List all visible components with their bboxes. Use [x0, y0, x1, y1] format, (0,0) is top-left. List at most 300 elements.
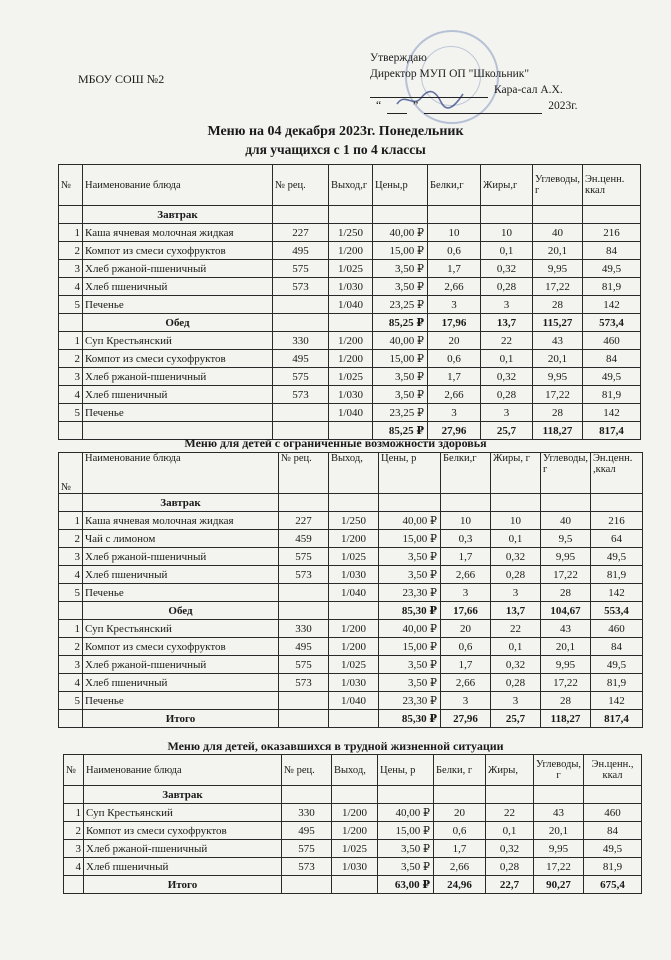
table-header: [64, 755, 642, 786]
fat: 0,1: [491, 638, 541, 656]
menu-table-hardship: [63, 754, 642, 894]
portion: 1/200: [329, 350, 373, 368]
section2-title: Меню для детей с ограниченные возможности здоровья: [184, 436, 487, 450]
carbs: 9,95: [541, 548, 591, 566]
total-row: [64, 876, 642, 894]
menu-table-grades-1-4: [58, 164, 641, 440]
col-prot: Белки,г: [428, 165, 481, 206]
dish-name: Хлеб пшеничный: [83, 566, 279, 584]
fat: 0,1: [481, 350, 533, 368]
col-carb: Углеводы, г: [534, 755, 584, 786]
col-out: Выход,: [332, 755, 378, 786]
total-price: 85,30 ₽: [379, 710, 441, 728]
portion: 1/030: [329, 278, 373, 296]
lunch-energy-total: 553,4: [591, 602, 643, 620]
portion: 1/250: [329, 224, 373, 242]
fat: 3: [481, 404, 533, 422]
portion: 1/030: [329, 674, 379, 692]
section-row: [59, 494, 643, 512]
protein: 3: [428, 404, 481, 422]
fat: 22: [486, 804, 534, 822]
lunch-prot-total: 17,96: [428, 314, 481, 332]
dish-name: Компот из смеси сухофруктов: [83, 350, 273, 368]
dish-name: Каша ячневая молочная жидкая: [83, 512, 279, 530]
price: 40,00 ₽: [373, 332, 428, 350]
total-prot: 24,96: [434, 876, 486, 894]
price: 23,30 ₽: [379, 692, 441, 710]
col-no: №: [59, 165, 83, 206]
table-row: [59, 584, 643, 602]
carbs: 9,95: [533, 368, 583, 386]
dish-name: Хлеб ржаной-пшеничный: [83, 548, 279, 566]
portion: 1/200: [329, 530, 379, 548]
portion: 1/025: [329, 656, 379, 674]
table-row: [59, 404, 641, 422]
carbs: 17,22: [541, 566, 591, 584]
carbs: 20,1: [541, 638, 591, 656]
protein: 2,66: [428, 386, 481, 404]
energy: 84: [584, 822, 642, 840]
fat: 0,28: [481, 278, 533, 296]
recipe-no: 330: [282, 804, 332, 822]
energy: 49,5: [591, 548, 643, 566]
dish-name: Печенье: [83, 692, 279, 710]
row-no: 4: [59, 674, 83, 692]
portion: 1/030: [332, 858, 378, 876]
fat: 10: [491, 512, 541, 530]
row-no: 1: [59, 332, 83, 350]
portion: 1/025: [329, 260, 373, 278]
recipe-no: 227: [279, 512, 329, 530]
col-rec: № рец.: [282, 755, 332, 786]
col-carb: Углеводы, г: [541, 453, 591, 494]
school-name: МБОУ СОШ №2: [78, 72, 165, 86]
protein: 0,6: [434, 822, 486, 840]
energy: 84: [583, 350, 641, 368]
protein: 0,6: [441, 638, 491, 656]
energy: 142: [591, 692, 643, 710]
col-rec: № рец.: [273, 165, 329, 206]
fat: 0,32: [481, 368, 533, 386]
total-label: Итого: [84, 876, 282, 894]
dish-name: Печенье: [83, 296, 273, 314]
row-no: 2: [59, 350, 83, 368]
fat: 0,28: [491, 566, 541, 584]
portion: 1/040: [329, 296, 373, 314]
row-no: 1: [59, 224, 83, 242]
dish-name: Хлеб ржаной-пшеничный: [83, 368, 273, 386]
portion: 1/025: [329, 548, 379, 566]
energy: 460: [591, 620, 643, 638]
dish-name: Хлеб пшеничный: [83, 278, 273, 296]
fat: 0,1: [481, 242, 533, 260]
price: 15,00 ₽: [373, 242, 428, 260]
price: 3,50 ₽: [379, 566, 441, 584]
energy: 142: [583, 404, 641, 422]
menu-table-disabilities: [58, 452, 643, 728]
lunch-row: [59, 314, 641, 332]
portion: 1/040: [329, 584, 379, 602]
energy: 64: [591, 530, 643, 548]
carbs: 9,5: [541, 530, 591, 548]
dish-name: Суп Крестьянский: [83, 332, 273, 350]
total-energy: 817,4: [583, 422, 641, 440]
breakfast-label: Завтрак: [83, 206, 273, 224]
table-row: [59, 332, 641, 350]
table-row: [59, 296, 641, 314]
energy: 81,9: [584, 858, 642, 876]
protein: 0,6: [428, 242, 481, 260]
col-out: Выход,: [329, 453, 379, 494]
energy: 81,9: [591, 674, 643, 692]
price: 23,25 ₽: [373, 404, 428, 422]
protein: 0,3: [441, 530, 491, 548]
total-prot: 27,96: [441, 710, 491, 728]
table-row: [59, 674, 643, 692]
carbs: 9,95: [534, 840, 584, 858]
dish-name: Печенье: [83, 404, 273, 422]
recipe-no: 573: [273, 386, 329, 404]
row-no: 3: [59, 548, 83, 566]
lunch-row: [59, 602, 643, 620]
price: 15,00 ₽: [379, 638, 441, 656]
carbs: 20,1: [533, 242, 583, 260]
total-carb: 118,27: [541, 710, 591, 728]
carbs: 17,22: [533, 386, 583, 404]
approve-label: Утверждаю: [370, 52, 427, 64]
recipe-no: 575: [279, 656, 329, 674]
price: 40,00 ₽: [379, 512, 441, 530]
lunch-energy-total: 573,4: [583, 314, 641, 332]
portion: 1/200: [332, 804, 378, 822]
total-energy: 817,4: [591, 710, 643, 728]
total-energy: 675,4: [584, 876, 642, 894]
carbs: 43: [533, 332, 583, 350]
protein: 1,7: [428, 368, 481, 386]
row-no: 5: [59, 692, 83, 710]
col-energy: Эн.ценн., ккал: [584, 755, 642, 786]
fat: 22: [481, 332, 533, 350]
portion: 1/030: [329, 386, 373, 404]
table-row: [59, 566, 643, 584]
fat: 10: [481, 224, 533, 242]
dish-name: Каша ячневая молочная жидкая: [83, 224, 273, 242]
section3-title: Меню для детей, оказавшихся в трудной жизненной ситуации: [167, 739, 504, 753]
carbs: 28: [533, 404, 583, 422]
row-no: 3: [59, 656, 83, 674]
row-no: 2: [59, 638, 83, 656]
recipe-no: 573: [279, 566, 329, 584]
carbs: 43: [534, 804, 584, 822]
section-row: [59, 206, 641, 224]
recipe-no: 575: [273, 368, 329, 386]
director-name: Кара-сал А.Х.: [494, 84, 563, 96]
portion: 1/040: [329, 692, 379, 710]
energy: 460: [584, 804, 642, 822]
col-name: Наименование блюда: [83, 165, 273, 206]
carbs: 17,22: [541, 674, 591, 692]
recipe-no: [279, 584, 329, 602]
recipe-no: 573: [273, 278, 329, 296]
price: 3,50 ₽: [379, 674, 441, 692]
price: 3,50 ₽: [378, 858, 434, 876]
recipe-no: 495: [273, 242, 329, 260]
table-row: [64, 822, 642, 840]
table-row: [59, 638, 643, 656]
price: 23,30 ₽: [379, 584, 441, 602]
recipe-no: 575: [279, 548, 329, 566]
portion: 1/200: [329, 242, 373, 260]
total-carb: 118,27: [533, 422, 583, 440]
table-row: [59, 386, 641, 404]
carbs: 28: [541, 692, 591, 710]
table-row: [64, 858, 642, 876]
portion: 1/040: [329, 404, 373, 422]
price: 15,00 ₽: [379, 530, 441, 548]
price: 3,50 ₽: [373, 278, 428, 296]
dish-name: Печенье: [83, 584, 279, 602]
row-no: 5: [59, 296, 83, 314]
date-line: [424, 98, 542, 114]
recipe-no: 495: [279, 638, 329, 656]
fat: 0,28: [491, 674, 541, 692]
fat: 3: [491, 584, 541, 602]
lunch-carb-total: 104,67: [541, 602, 591, 620]
fat: 0,32: [491, 656, 541, 674]
recipe-no: 575: [273, 260, 329, 278]
row-no: 5: [59, 584, 83, 602]
carbs: 40: [533, 224, 583, 242]
director-title: Директор МУП ОП "Школьник": [370, 68, 530, 80]
table-row: [59, 530, 643, 548]
energy: 49,5: [591, 656, 643, 674]
energy: 216: [591, 512, 643, 530]
table-row: [59, 278, 641, 296]
table-row: [59, 350, 641, 368]
energy: 84: [591, 638, 643, 656]
portion: 1/030: [329, 566, 379, 584]
total-label: Итого: [83, 710, 279, 728]
col-price: Цены, р: [379, 453, 441, 494]
total-carb: 90,27: [534, 876, 584, 894]
price: 3,50 ₽: [378, 840, 434, 858]
dish-name: Хлеб пшеничный: [83, 386, 273, 404]
fat: 3: [481, 296, 533, 314]
price: 40,00 ₽: [379, 620, 441, 638]
carbs: 9,95: [533, 260, 583, 278]
table-row: [59, 656, 643, 674]
recipe-no: [273, 296, 329, 314]
dish-name: Суп Крестьянский: [83, 620, 279, 638]
fat: 0,28: [481, 386, 533, 404]
carbs: 28: [541, 584, 591, 602]
recipe-no: 330: [273, 332, 329, 350]
dish-name: Хлеб ржаной-пшеничный: [83, 260, 273, 278]
price: 15,00 ₽: [378, 822, 434, 840]
table-row: [59, 224, 641, 242]
col-fat: Жиры,: [486, 755, 534, 786]
table-row: [64, 804, 642, 822]
protein: 3: [441, 584, 491, 602]
table-row: [59, 260, 641, 278]
recipe-no: 330: [279, 620, 329, 638]
recipe-no: 227: [273, 224, 329, 242]
carbs: 40: [541, 512, 591, 530]
col-name: Наименование блюда: [83, 453, 279, 494]
menu-subtitle: для учащихся с 1 по 4 классы: [245, 142, 426, 157]
breakfast-label: Завтрак: [84, 786, 282, 804]
col-no: №: [59, 453, 83, 494]
row-no: 2: [59, 242, 83, 260]
price: 3,50 ₽: [379, 548, 441, 566]
protein: 20: [434, 804, 486, 822]
fat: 0,32: [491, 548, 541, 566]
table-row: [59, 368, 641, 386]
approval-block: Утверждаю Директор МУП ОП "Школьник" Кара-сал А.Х. “ ” 2023г.: [370, 52, 578, 112]
carbs: 20,1: [534, 822, 584, 840]
portion: 1/025: [329, 368, 373, 386]
fat: 22: [491, 620, 541, 638]
portion: 1/200: [329, 638, 379, 656]
fat: 3: [491, 692, 541, 710]
col-carb: Углеводы, г: [533, 165, 583, 206]
recipe-no: 459: [279, 530, 329, 548]
row-no: 3: [64, 840, 84, 858]
carbs: 20,1: [533, 350, 583, 368]
row-no: 1: [59, 512, 83, 530]
protein: 2,66: [441, 674, 491, 692]
dish-name: Компот из смеси сухофруктов: [83, 638, 279, 656]
total-prot: 27,96: [428, 422, 481, 440]
fat: 0,1: [491, 530, 541, 548]
col-rec: № рец.: [279, 453, 329, 494]
lunch-price-total: 85,25 ₽: [373, 314, 428, 332]
protein: 2,66: [434, 858, 486, 876]
lunch-carb-total: 115,27: [533, 314, 583, 332]
recipe-no: [279, 692, 329, 710]
carbs: 9,95: [541, 656, 591, 674]
recipe-no: [273, 404, 329, 422]
energy: 216: [583, 224, 641, 242]
protein: 2,66: [428, 278, 481, 296]
protein: 10: [441, 512, 491, 530]
price: 3,50 ₽: [373, 368, 428, 386]
lunch-fat-total: 13,7: [481, 314, 533, 332]
energy: 49,5: [584, 840, 642, 858]
lunch-price-total: 85,30 ₽: [379, 602, 441, 620]
carbs: 17,22: [533, 278, 583, 296]
menu-title: Меню на 04 декабря 2023г. Понедельник: [207, 124, 464, 139]
protein: 1,7: [428, 260, 481, 278]
row-no: 4: [59, 386, 83, 404]
dish-name: Хлеб пшеничный: [84, 858, 282, 876]
price: 3,50 ₽: [373, 260, 428, 278]
total-price: 85,25 ₽: [373, 422, 428, 440]
dish-name: Хлеб ржаной-пшеничный: [83, 656, 279, 674]
protein: 2,66: [441, 566, 491, 584]
recipe-no: 573: [282, 858, 332, 876]
energy: 81,9: [583, 386, 641, 404]
energy: 81,9: [591, 566, 643, 584]
fat: 0,32: [486, 840, 534, 858]
portion: 1/250: [329, 512, 379, 530]
table-row: [59, 692, 643, 710]
portion: 1/200: [329, 332, 373, 350]
recipe-no: 495: [282, 822, 332, 840]
row-no: 1: [59, 620, 83, 638]
row-no: 5: [59, 404, 83, 422]
lunch-prot-total: 17,66: [441, 602, 491, 620]
row-no: 4: [59, 278, 83, 296]
protein: 20: [441, 620, 491, 638]
dish-name: Чай с лимоном: [83, 530, 279, 548]
approval-year: 2023г.: [548, 100, 578, 112]
total-row: [59, 710, 643, 728]
dish-name: Суп Крестьянский: [84, 804, 282, 822]
energy: 84: [583, 242, 641, 260]
row-no: 4: [59, 566, 83, 584]
col-out: Выход,г: [329, 165, 373, 206]
total-price: 63,00 ₽: [378, 876, 434, 894]
row-no: 3: [59, 368, 83, 386]
col-prot: Белки, г: [434, 755, 486, 786]
recipe-no: 495: [273, 350, 329, 368]
table-row: [64, 840, 642, 858]
row-no: 3: [59, 260, 83, 278]
energy: 49,5: [583, 368, 641, 386]
portion: 1/025: [332, 840, 378, 858]
fat: 0,1: [486, 822, 534, 840]
dish-name: Хлеб пшеничный: [83, 674, 279, 692]
fat: 0,32: [481, 260, 533, 278]
energy: 142: [583, 296, 641, 314]
protein: 3: [428, 296, 481, 314]
col-price: Цены,р: [373, 165, 428, 206]
row-no: 4: [64, 858, 84, 876]
lunch-label: Обед: [83, 314, 273, 332]
protein: 3: [441, 692, 491, 710]
protein: 1,7: [441, 548, 491, 566]
table-row: [59, 512, 643, 530]
col-prot: Белки,г: [441, 453, 491, 494]
row-no: 2: [64, 822, 84, 840]
col-energy: Эн.ценн. ккал: [583, 165, 641, 206]
row-no: 1: [64, 804, 84, 822]
protein: 10: [428, 224, 481, 242]
col-name: Наименование блюда: [84, 755, 282, 786]
total-fat: 25,7: [491, 710, 541, 728]
col-price: Цены, р: [378, 755, 434, 786]
col-fat: Жиры, г: [491, 453, 541, 494]
energy: 49,5: [583, 260, 641, 278]
col-fat: Жиры,г: [481, 165, 533, 206]
protein: 0,6: [428, 350, 481, 368]
table-header: [59, 453, 643, 494]
dish-name: Хлеб ржаной-пшеничный: [84, 840, 282, 858]
price: 3,50 ₽: [373, 386, 428, 404]
carbs: 17,22: [534, 858, 584, 876]
lunch-label: Обед: [83, 602, 279, 620]
table-row: [59, 548, 643, 566]
row-no: 2: [59, 530, 83, 548]
portion: 1/200: [329, 620, 379, 638]
energy: 460: [583, 332, 641, 350]
protein: 1,7: [441, 656, 491, 674]
table-row: [59, 620, 643, 638]
col-energy: Эн.ценн. ,ккал: [591, 453, 643, 494]
protein: 1,7: [434, 840, 486, 858]
recipe-no: 575: [282, 840, 332, 858]
